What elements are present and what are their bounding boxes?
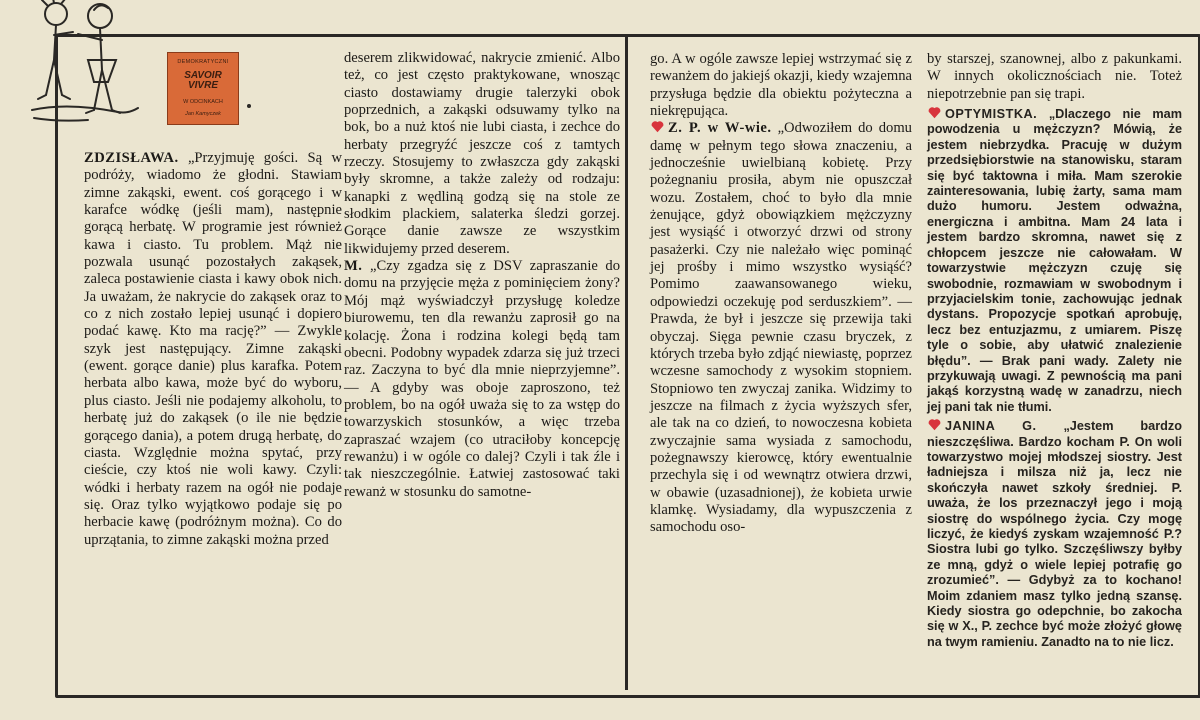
answer-continuation: by starszej, szanownej, albo z pakunkami. W innych okolicznościach nie. Toteż niepotrzebnie pan się trapi.	[927, 51, 1182, 102]
answer-continuation: go. A w ogóle zawsze lepiej wstrzymać się z rewanżem do jakiejś okazji, kiedy wzajemna przysługa będzie dla obiektu pożyteczna a niekrępująca.	[650, 51, 912, 120]
column-1	[84, 150, 342, 549]
letter-zdzislawa	[84, 150, 342, 549]
letter-optymistka	[927, 106, 1182, 415]
logo-line-4: Jan Kamyczek	[185, 111, 221, 117]
column-2	[344, 50, 620, 501]
letter-janina	[927, 418, 1182, 650]
logo-line-3: W ODCINKACH	[183, 99, 223, 105]
letter-text: „Przyjmuję gości. Są w podróży, wiadomo że głodni. Stawiam zimne zakąski, ewent. coś gorącego i w karafce wódkę (jeśli mam), następnie gorącą herbatę. W programie jest również kawa i ciasto. Tu problem. Mąż nie pozwala usunąć pozostałych zakąsek, zaleca postawienie ciasta i kawy obok nich. Ja uważam, że nakrycie do zakąsek oraz to co z nich zostało lepiej usunąć i dopiero podać kawę. Kto ma rację?” — Zwykle szyk jest następujący. Zimne zakąski (ewent. gorące danie) plus karafka. Potem herbata albo kawa, może być do wyboru, plus ciasto. Jeśli nie podajemy alkoholu, to herbatę już do zakąsek (o ile nie będzie gorącego dania), a potem drugą herbatę, do ciasta. Względnie można spytać, przy cieście, czy ktoś nie woli kawy. Czyli: wódki i herbaty razem na ogół nie podaje się. Oraz tylko wyjątkowo podaje się po herbacie kawę (podróżnym można). Co do uprzątania, to zimne zakąski można przed	[84, 150, 342, 548]
letter-zp	[650, 120, 912, 536]
letter-m	[344, 258, 620, 501]
heart-icon	[927, 418, 942, 431]
letter-author: Z. P. w W-wie.	[668, 120, 772, 137]
letter-author: ZDZISŁAWA.	[84, 150, 179, 166]
letter-text: „Dlaczego nie mam powodzenia u mężczyzn? Mówią, że jestem niebrzydka. Pracuję w dużym przedsiębiorstwie na stanowisku, staram się być taktowna i miła. Mam szerokie zainteresowania, lubię żarty, sama mam dużo humoru. Jestem odważna, energiczna i ambitna. Mam 24 lata i jestem bardzo skromna, nawet się z chłopcem jeszcze nie całowałam. W towarzystwie mężczyzn czuję się swobodnie, rozmawiam w swobodnym i przyjacielskim tonie, zachowując jednak dystans. Propozycje spotkań aprobuję, lecz bez entuzjazmu, z umiarem. Piszę tyle o sobie, aby ułatwić znalezienie błędu”. — Brak pani wady. Zalety nie przykuwają uwagi. Z pewnością ma pani jakąś korzystną wadę w zanadrzu, niech jej pani tak nie tłumi.	[927, 107, 1183, 414]
column-3	[650, 51, 912, 537]
logo-line-2: SAVOIR VIVRE	[184, 70, 222, 91]
letter-author: M.	[344, 258, 363, 275]
heart-icon	[650, 120, 665, 133]
column-4	[927, 51, 1182, 650]
letter-text: „Odwoziłem do domu damę w pełnym tego słowa znaczeniu, a jednocześnie uwielbianą kobietę. Przy pożegnaniu prosiła, abym nie opuszczał wozu. Zostałem, choć to było dla mnie żenujące, gdyż obowiązkiem mężczyzny jest wysiąść i otworzyć drzwi od strony pasażerki. Czy nie należało więc pominąć jej prośby i mimo wszystko wysiąść? Pomimo zaawansowanego wieku, odpowiedzi oczekuję pod serduszkiem”. — Prawda, że był i jeszcze się przewija taki obyczaj. Sięga pewnie czasu bryczek, z których trzeba było zdjąć niewiastę, poprzez wczesne samochody z wysokim stopniem. Stopniowo ten zwyczaj zanika. Widzimy to jeszcze na filmach z życia wyższych sfer, ale tak na co dzień, to nowoczesna kobieta zwyczajnie sama wysiada z samochodu, pożegnawszy kierowcę, który ewentualnie przechyla się i od wewnątrz otwiera drzwi, w obawie (uzasadnionej), że kobieta urwie klamkę. Wysiadamy, dla wypuszczenia z samochodu oso-	[650, 120, 912, 536]
letter-text: „Jestem bardzo nieszczęśliwa. Bardzo kocham P. On woli towarzystwo mojej młodszej siostry. Jest ładniejsza i milsza niż ja, lecz nie skończyła nawet szkoły średniej. P. uważa, że los przeznaczył jego i moją siostrę do wspólnego życia. Czy mogę liczyć, że kiedyś zyskam wzajemność P.? Siostra lubi go tylko. Szczęśliwszy byłby ze mną, gdyż o wiele lepiej potrafię go zrozumieć”. — Gdybyż za to kochano! Moim zdaniem masz tylko jedną szansę. Kiedy siostra go odepchnie, bo zakocha się w X., P. zechce być może złożyć głowę na twym ramieniu. Zanadto na to nie licz.	[927, 419, 1182, 649]
letter-author: OPTYMISTKA.	[945, 107, 1038, 122]
letter-text: „Czy zgadza się z DSV zapraszanie do domu na przyjęcie męża z pominięciem żony? Mój mąż wyświadczył przysługę koledze biurowemu, ten dla rewanżu zaprosił go na kolację. Żona i rodzina kolegi będą tam obecni. Podobny wypadek zdarza się już trzeci raz. Zaczyna to być dla mnie nieprzyjemne”. — A gdyby was oboje zaproszono, też problem, bo na ogół uważa się to za wstęp do towarzyskich stosunków, a więc trzeba zapraszać wzajem (co utraciłoby koncepcję rewanżu) i w ogóle co dalej? Czyli i tak źle i tak nieszczególnie. Łatwiej zastosować taki rewanż w stosunku do samotne-	[344, 258, 620, 500]
letter-author: JANINA G.	[945, 419, 1037, 434]
answer-continuation: deserem zlikwidować, nakrycie zmienić. Albo też, co jest często praktykowane, wnosząc ciasto dostawiamy drugie talerzyki obok poprzednich, a zakąski odsuwamy tylko na bok, bo a nuż ktoś nie lubi ciasta, i zechce do herbaty przegryźć jeszcze coś z tamtych rzeczy. Stosujemy to zwłaszcza gdy zakąski były skromne, a także zależy od rodzaju: kanapki z wędliną godzą się na stole ze słodkim plackiem, salaterka śledzi gorzej. Gorące danie zawsze ze wszystkim likwidujemy przed deserem.	[344, 50, 620, 257]
heart-icon	[927, 106, 942, 119]
column-divider	[625, 36, 628, 690]
logo-line-1: DEMOKRATYCZNI	[177, 59, 229, 65]
